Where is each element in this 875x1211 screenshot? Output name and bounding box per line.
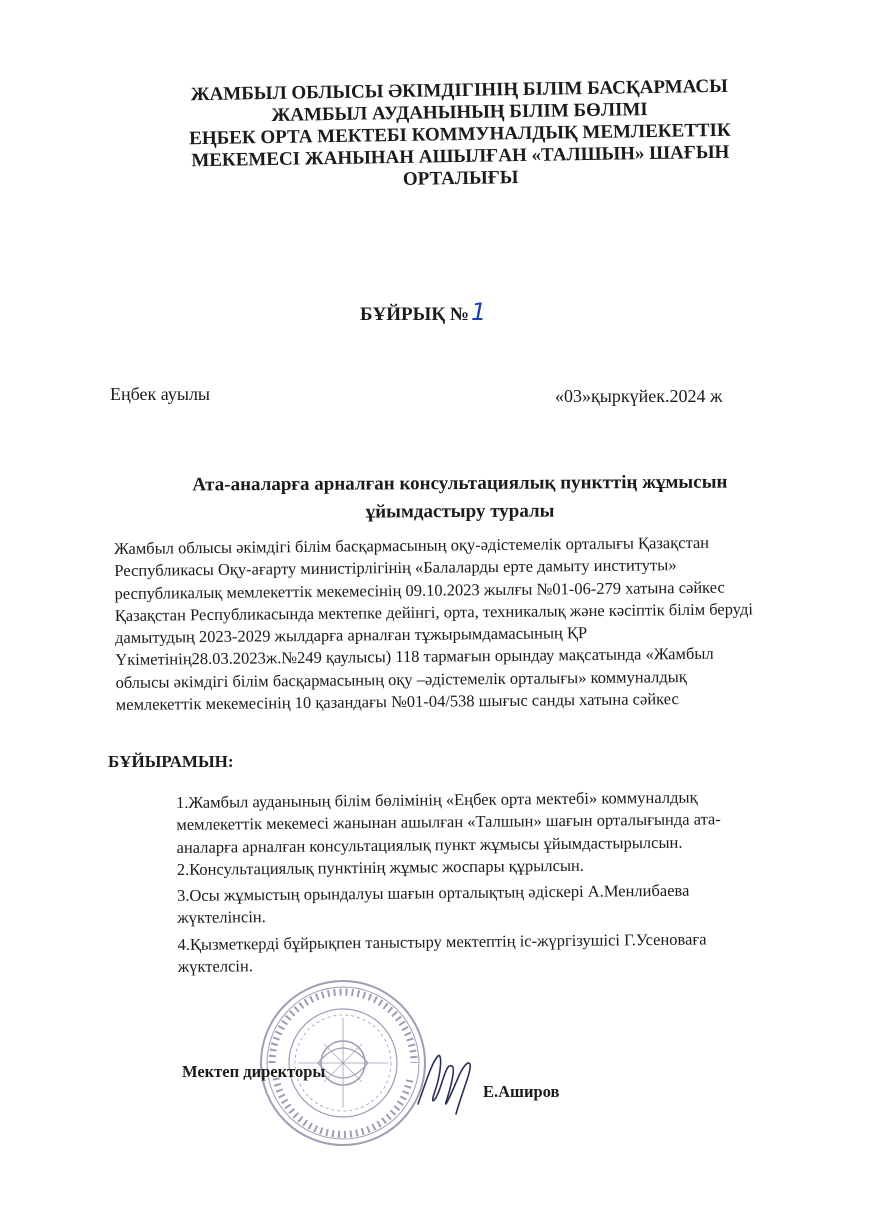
order-subject xyxy=(150,468,770,527)
preamble-line: Қазақстан Республикасында мектепке дейінгі, орта, техникалық және кәсіптік білім беруді xyxy=(114,599,754,625)
signature-name: Е.Аширов xyxy=(483,1082,560,1101)
order-date: «03»қыркүйек.2024 ж xyxy=(555,386,723,406)
order-items xyxy=(176,785,818,978)
ordering-label: БҰЙЫРАМЫН: xyxy=(108,752,234,771)
order-item-line: аналарға арналған консультациялық пункт жұмысы ұйымдастырылсын. xyxy=(176,832,683,857)
order-item-line: 3.Осы жұмыстың орындалуы шағын орталықтың әдіскері А.Менлибаева xyxy=(176,880,690,906)
header-line: МЕКЕМЕСІ ЖАНЫНАН АШЫЛҒАН «ТАЛШЫН» ШАҒЫН xyxy=(191,141,730,172)
order-item-line: жүктелсін. xyxy=(177,956,254,977)
preamble-line: Жамбыл облысы әкімдігі білім басқармасының оқу-әдістемелік орталығы Қазақстан xyxy=(114,532,710,558)
document-header xyxy=(149,75,771,195)
order-item-line: 1.Жамбыл ауданының білім бөлімінің «Еңбек орта мектебі» коммуналдық xyxy=(176,787,698,812)
subject-line: ұйымдастыру туралы xyxy=(365,500,555,523)
signature-icon xyxy=(412,1042,476,1122)
order-title xyxy=(360,298,486,326)
preamble-line: республикалық мемлекеттік мекемесінің 09.10.2023 жылғы №01-06-279 хатына сәйкес xyxy=(114,577,725,603)
subject-line: Ата-аналарға арналған консультациялық пункттің жұмысын xyxy=(192,471,728,496)
preamble-line: Үкіметінің28.03.2023ж.№249 қаулысы) 118 тармағын орындау мақсатында «Жамбыл xyxy=(115,644,714,670)
order-item-line: мемлекеттік мекемесі жанынан ашылған «Талшын» шағын орталығында ата- xyxy=(176,809,721,835)
order-item-line: 4.Қызметкерді бұйрықпен таныстыру мектептің іс-жүргізушісі Г.Усеноваға xyxy=(177,929,707,954)
header-line: ОРТАЛЫҒЫ xyxy=(402,167,519,190)
signature-title: Мектеп директоры xyxy=(182,1062,326,1081)
preamble-line: облысы әкімдігі білім басқармасының оқу –әдістемелік орталығы» коммуналдық xyxy=(115,666,687,692)
preamble-line: Республикасы Оқу-ағарту министірлігінің «Балаларды ерте дамыту институты» xyxy=(114,555,677,581)
header-line: ЖАМБЫЛ АУДАНЫНЫҢ БІЛІМ БӨЛІМІ xyxy=(271,99,648,126)
order-number: 1 xyxy=(470,298,487,326)
order-item-line: 2.Консультациялық пунктінің жұмыс жоспары құрылсын. xyxy=(176,855,585,879)
order-item-line: жүктелінсін. xyxy=(177,907,266,928)
preamble-line: мемлекеттік мекемесінің 10 қазандағы №01-04/538 шығыс санды хатына сәйкес xyxy=(115,689,679,715)
header-line: ЕҢБЕК ОРТА МЕКТЕБІ КОММУНАЛДЫҚ МЕМЛЕКЕТТІК xyxy=(189,119,731,150)
header-line: ЖАМБЫЛ ОБЛЫСЫ ӘКІМДІГІНІҢ БІЛІМ БАСҚАРМАСЫ xyxy=(190,75,728,106)
preamble-paragraph xyxy=(114,531,806,717)
place-label: Еңбек ауылы xyxy=(110,384,211,404)
preamble-line: дамытудың 2023-2029 жылдарға арналған тұжырымдамасының ҚР xyxy=(114,623,588,648)
order-title-label: БҰЙРЫҚ № xyxy=(360,304,469,325)
